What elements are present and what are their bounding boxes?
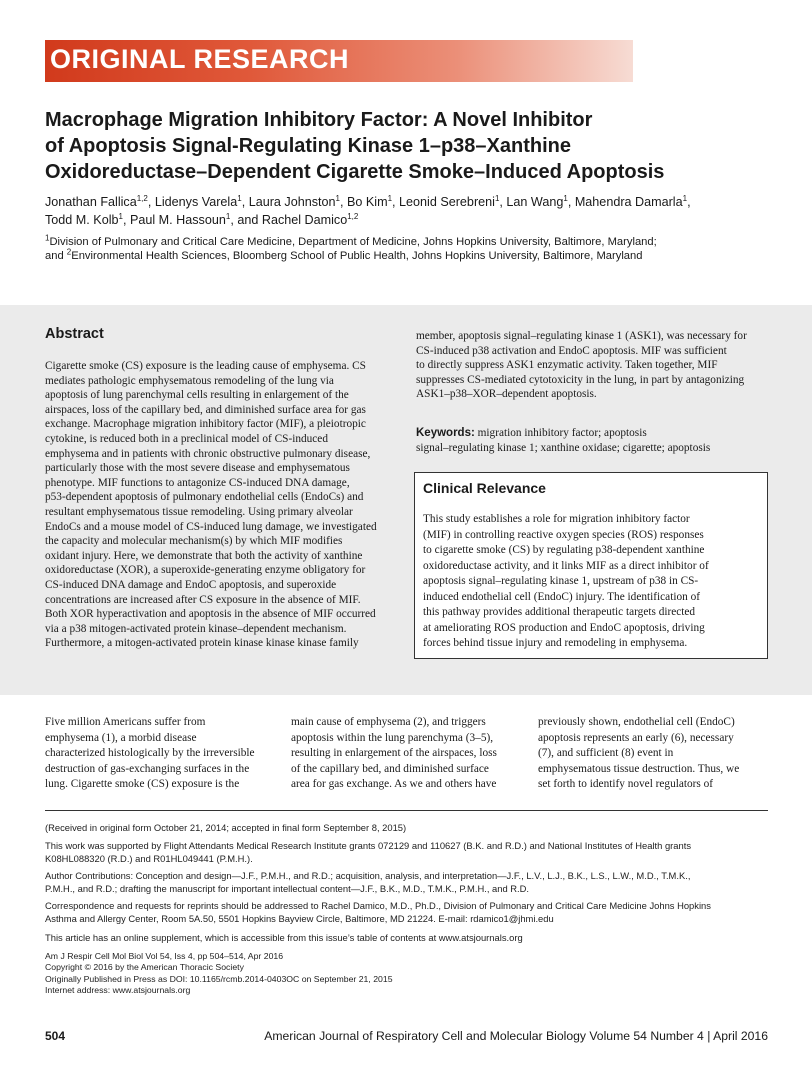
clinical-line: to cigarette smoke (CS) by regulating p38-dependent xanthine <box>423 544 705 556</box>
author-sup: 1 <box>118 211 123 221</box>
abstract-line: Cigarette smoke (CS) exposure is the leading cause of emphysema. CS <box>45 360 366 372</box>
author-name: Laura Johnston <box>248 195 336 209</box>
page-number: 504 <box>45 1029 66 1043</box>
contributions-note <box>45 869 770 895</box>
body-column-1 <box>45 715 277 793</box>
abstract-line: emphysema and in patients with chronic obstructive pulmonary disease, <box>45 447 371 460</box>
footnote-line: P.M.H., and R.D.; drafting the manuscript for important intellectual content—J.F., B.K., M.D., T.M.K., P.M.H., and R.D. <box>45 883 530 894</box>
body-line: resulting in enlargement of the airspaces, loss <box>291 747 497 760</box>
author-sup: 1 <box>225 211 231 221</box>
abstract-line: mediates pathologic emphysematous remodeling of the lung via <box>45 374 334 387</box>
abstract-line: resultant emphysematous tissue remodeling. Using primary alveolar <box>45 505 353 518</box>
abstract-line: airspaces, loss of the capillary bed, and diminished surface area for gas <box>45 403 366 416</box>
footnote-divider <box>45 810 768 811</box>
meta-line: Am J Respir Cell Mol Biol Vol 54, Iss 4, pp 504–514, Apr 2016 <box>45 951 284 961</box>
abstract-line: member, apoptosis signal–regulating kinase 1 (ASK1), was necessary for <box>416 330 747 342</box>
abstract-line: oxidant injury. Here, we demonstrate that both the activity of xanthine <box>45 549 363 562</box>
abstract-line: via a p38 mitogen-activated protein kinase–dependent mechanism. <box>45 622 347 635</box>
footnote-line: Correspondence and requests for reprints should be addressed to Rachel Damico, M.D., Ph.D., Division of Pulmonary and Critical Care Medicine Johns Hopkins <box>45 900 711 911</box>
footer-journal <box>264 1029 768 1043</box>
abstract-line: Both XOR hyperactivation and apoptosis in the absence of MIF occurred <box>45 608 376 621</box>
abstract-line: EndoCs and a mouse model of CS-induced lung damage, we investigated <box>45 520 377 533</box>
author-sup: 1 <box>682 193 688 203</box>
body-line: of the capillary bed, and diminished surface <box>291 762 489 775</box>
clinical-line: induced endothelial cell (EndoC) injury. The identification of <box>423 590 701 603</box>
author-sep: , <box>241 195 249 209</box>
author-name: Mahendra Damarla <box>574 195 683 209</box>
body-line: set forth to identify novel regulators of <box>538 778 714 791</box>
article-title <box>45 107 775 185</box>
footnote-line: This work was supported by Flight Attendants Medical Research Institute grants 072129 and 110627 (B.K. and R.D.) and National Institutes of Health grants <box>45 840 692 851</box>
clinical-line: forces behind tissue injury and remodeling in emphysema. <box>423 637 688 649</box>
author-sep: , <box>122 213 130 227</box>
body-line: previously shown, endothelial cell (EndoC) <box>538 716 735 728</box>
affiliations <box>45 235 775 263</box>
abstract-line: cytokine, is reduced both in a preclinical model of CS-induced <box>45 432 328 445</box>
affiliation-line <box>45 249 775 263</box>
author-sep: , <box>687 195 691 209</box>
body-line: main cause of emphysema (2), and triggers <box>291 716 486 728</box>
author-sep: , <box>567 195 575 209</box>
footer-date: April 2016 <box>713 1029 768 1043</box>
body-line: area for gas exchange. As we and others have <box>291 778 497 791</box>
body-column-2 <box>291 715 523 793</box>
affiliation-sup: 2 <box>66 247 72 257</box>
footer-separator: | <box>703 1029 714 1043</box>
title-line: of Apoptosis Signal-Regulating Kinase 1–p38–Xanthine <box>45 135 572 157</box>
footnote-line: Asthma and Allergy Center, Room 5A.50, 5501 Hopkins Bayview Circle, Baltimore, MD 21224. E-mail: rdamico1@jhmi.edu <box>45 913 554 924</box>
funding-note <box>45 839 770 865</box>
keywords <box>416 426 768 455</box>
correspondence-note <box>45 899 770 925</box>
clinical-relevance-heading: Clinical Relevance <box>423 480 546 496</box>
footer-journal-name: American Journal of Respiratory Cell and Molecular Biology Volume 54 Number 4 <box>264 1029 704 1043</box>
keywords-line <box>416 426 768 441</box>
journal-metadata <box>45 951 545 997</box>
body-column-3 <box>538 715 770 793</box>
author-sep: , <box>339 195 347 209</box>
supplement-note <box>45 931 770 944</box>
abstract-line: p53-dependent apoptosis of pulmonary endothelial cells (EndoCs) and <box>45 491 364 504</box>
author-list <box>45 193 775 229</box>
clinical-relevance-text <box>423 512 760 652</box>
received-note <box>45 821 770 834</box>
body-line: characterized histologically by the irreversible <box>45 747 255 760</box>
abstract-line: to directly suppress ASK1 enzymatic activity. Taken together, MIF <box>416 359 718 372</box>
author-sup: 1 <box>387 193 393 203</box>
keywords-label: Keywords: <box>416 427 475 439</box>
clinical-line: (MIF) in controlling reactive oxygen species (ROS) responses <box>423 528 704 541</box>
affiliation-text: Division of Pulmonary and Critical Care Medicine, Department of Medicine, Johns Hopkins University, Baltimore, Maryland; <box>49 236 657 248</box>
author-name: Lidenys Varela <box>154 195 238 209</box>
affiliation-sup: 1 <box>45 233 50 243</box>
meta-line: Originally Published in Press as DOI: 10.1165/rcmb.2014-0403OC on September 21, 2015 <box>45 973 393 984</box>
abstract-line: suppresses CS-mediated cytotoxicity in the lung, in part by antagonizing <box>416 373 745 386</box>
author-sep: , <box>392 195 400 209</box>
author-sup: 1,2 <box>136 193 148 203</box>
author-name: Lan Wang <box>506 195 564 209</box>
abstract-line: CS-induced DNA damage and EndoC apoptosis, and superoxide <box>45 578 337 591</box>
author-sep: , <box>499 195 507 209</box>
abstract-column-2 <box>416 329 768 402</box>
footnote-line: Author Contributions: Conception and design—J.F., P.M.H., and R.D.; acquisition, analysis, and interpretation—J.F., L.V., L.J., B.K., L.S., L.W., M.D., T.M.K., <box>45 870 691 881</box>
banner-label: ORIGINAL RESEARCH <box>50 44 350 74</box>
footnote-line: (Received in original form October 21, 2014; accepted in final form September 8, 2015) <box>45 822 407 833</box>
keywords-line: signal–regulating kinase 1; xanthine oxidase; cigarette; apoptosis <box>416 441 711 454</box>
body-line: destruction of gas-exchanging surfaces in the <box>45 762 250 775</box>
author-sup: 1 <box>563 193 568 203</box>
keywords-text: migration inhibitory factor; apoptosis <box>474 427 647 439</box>
author-sup: 1 <box>237 193 242 203</box>
body-line: (7), and sufficient (8) event in <box>538 747 674 760</box>
body-line: Five million Americans suffer from <box>45 716 206 728</box>
clinical-line: This study establishes a role for migration inhibitory factor <box>423 513 690 525</box>
abstract-column-1 <box>45 359 400 651</box>
author-name: Rachel Damico <box>261 213 348 227</box>
abstract-line: Furthermore, a mitogen-activated protein kinase kinase kinase family <box>45 637 359 650</box>
abstract-line: oxidoreductase (XOR), a superoxide-generating enzyme obligatory for <box>45 564 366 577</box>
author-sep: , and <box>230 213 262 227</box>
clinical-line: at ameliorating ROS production and EndoC apoptosis, driving <box>423 621 705 634</box>
abstract-line: concentrations are increased after CS exposure in the absence of MIF. <box>45 593 361 606</box>
author-name: Bo Kim <box>346 195 388 209</box>
title-line: Oxidoreductase–Dependent Cigarette Smoke–Induced Apoptosis <box>45 161 665 183</box>
author-name: Todd M. Kolb <box>45 213 119 227</box>
abstract-line: ASK1–p38–XOR–dependent apoptosis. <box>416 388 597 401</box>
meta-line: Copyright © 2016 by the American Thoracic Society <box>45 962 244 973</box>
meta-line: Internet address: www.atsjournals.org <box>45 985 191 996</box>
author-name: Paul M. Hassoun <box>129 213 226 227</box>
affiliation-line <box>45 235 775 249</box>
author-name: Leonid Serebreni <box>399 195 495 209</box>
body-line: emphysematous tissue destruction. Thus, we <box>538 762 740 775</box>
clinical-line: oxidoreductase activity, and it links MIF as a direct inhibitor of <box>423 559 709 572</box>
author-sup: 1,2 <box>347 211 359 221</box>
abstract-line: exchange. Macrophage migration inhibitory factor (MIF), a pleiotropic <box>45 418 366 431</box>
author-line-2 <box>45 211 775 229</box>
footnote-line: This article has an online supplement, which is accessible from this issue’s table of contents at www.atsjournals.org <box>45 932 523 943</box>
title-line: Macrophage Migration Inhibitory Factor: A Novel Inhibitor <box>45 109 593 131</box>
abstract-line: particularly those with the most severe disease and emphysematous <box>45 462 350 475</box>
footnote-line: K08HL088320 (R.D.) and R01HL049441 (P.M.H.). <box>45 853 253 864</box>
abstract-line: apoptosis of lung parenchymal cells resulting in enlargement of the <box>45 389 349 402</box>
clinical-line: this pathway provides additional therapeutic targets directed <box>423 606 696 618</box>
body-line: lung. Cigarette smoke (CS) exposure is the <box>45 778 240 791</box>
body-line: apoptosis represents an early (6), necessary <box>538 731 734 744</box>
abstract-line: CS-induced p38 activation and EndoC apoptosis. MIF was sufficient <box>416 344 727 357</box>
author-sup: 1 <box>494 193 500 203</box>
affiliation-text: Environmental Health Sciences, Bloomberg School of Public Health, Johns Hopkins University, Baltimore, Maryland <box>71 250 643 262</box>
author-sep: , <box>147 195 155 209</box>
author-name: Jonathan Fallica <box>45 195 137 209</box>
author-sup: 1 <box>335 193 340 203</box>
affiliation-prefix: and <box>45 250 67 262</box>
author-line-1 <box>45 193 775 211</box>
body-line: apoptosis within the lung parenchyma (3–5), <box>291 731 494 744</box>
abstract-line: phenotype. MIF functions to antagonize CS-induced DNA damage, <box>45 476 350 489</box>
body-line: emphysema (1), a morbid disease <box>45 731 197 744</box>
abstract-heading: Abstract <box>45 326 104 342</box>
abstract-line: the capacity and molecular mechanism(s) by which MIF modifies <box>45 535 343 548</box>
clinical-line: apoptosis signal–regulating kinase 1, upstream of p38 in CS- <box>423 575 699 587</box>
